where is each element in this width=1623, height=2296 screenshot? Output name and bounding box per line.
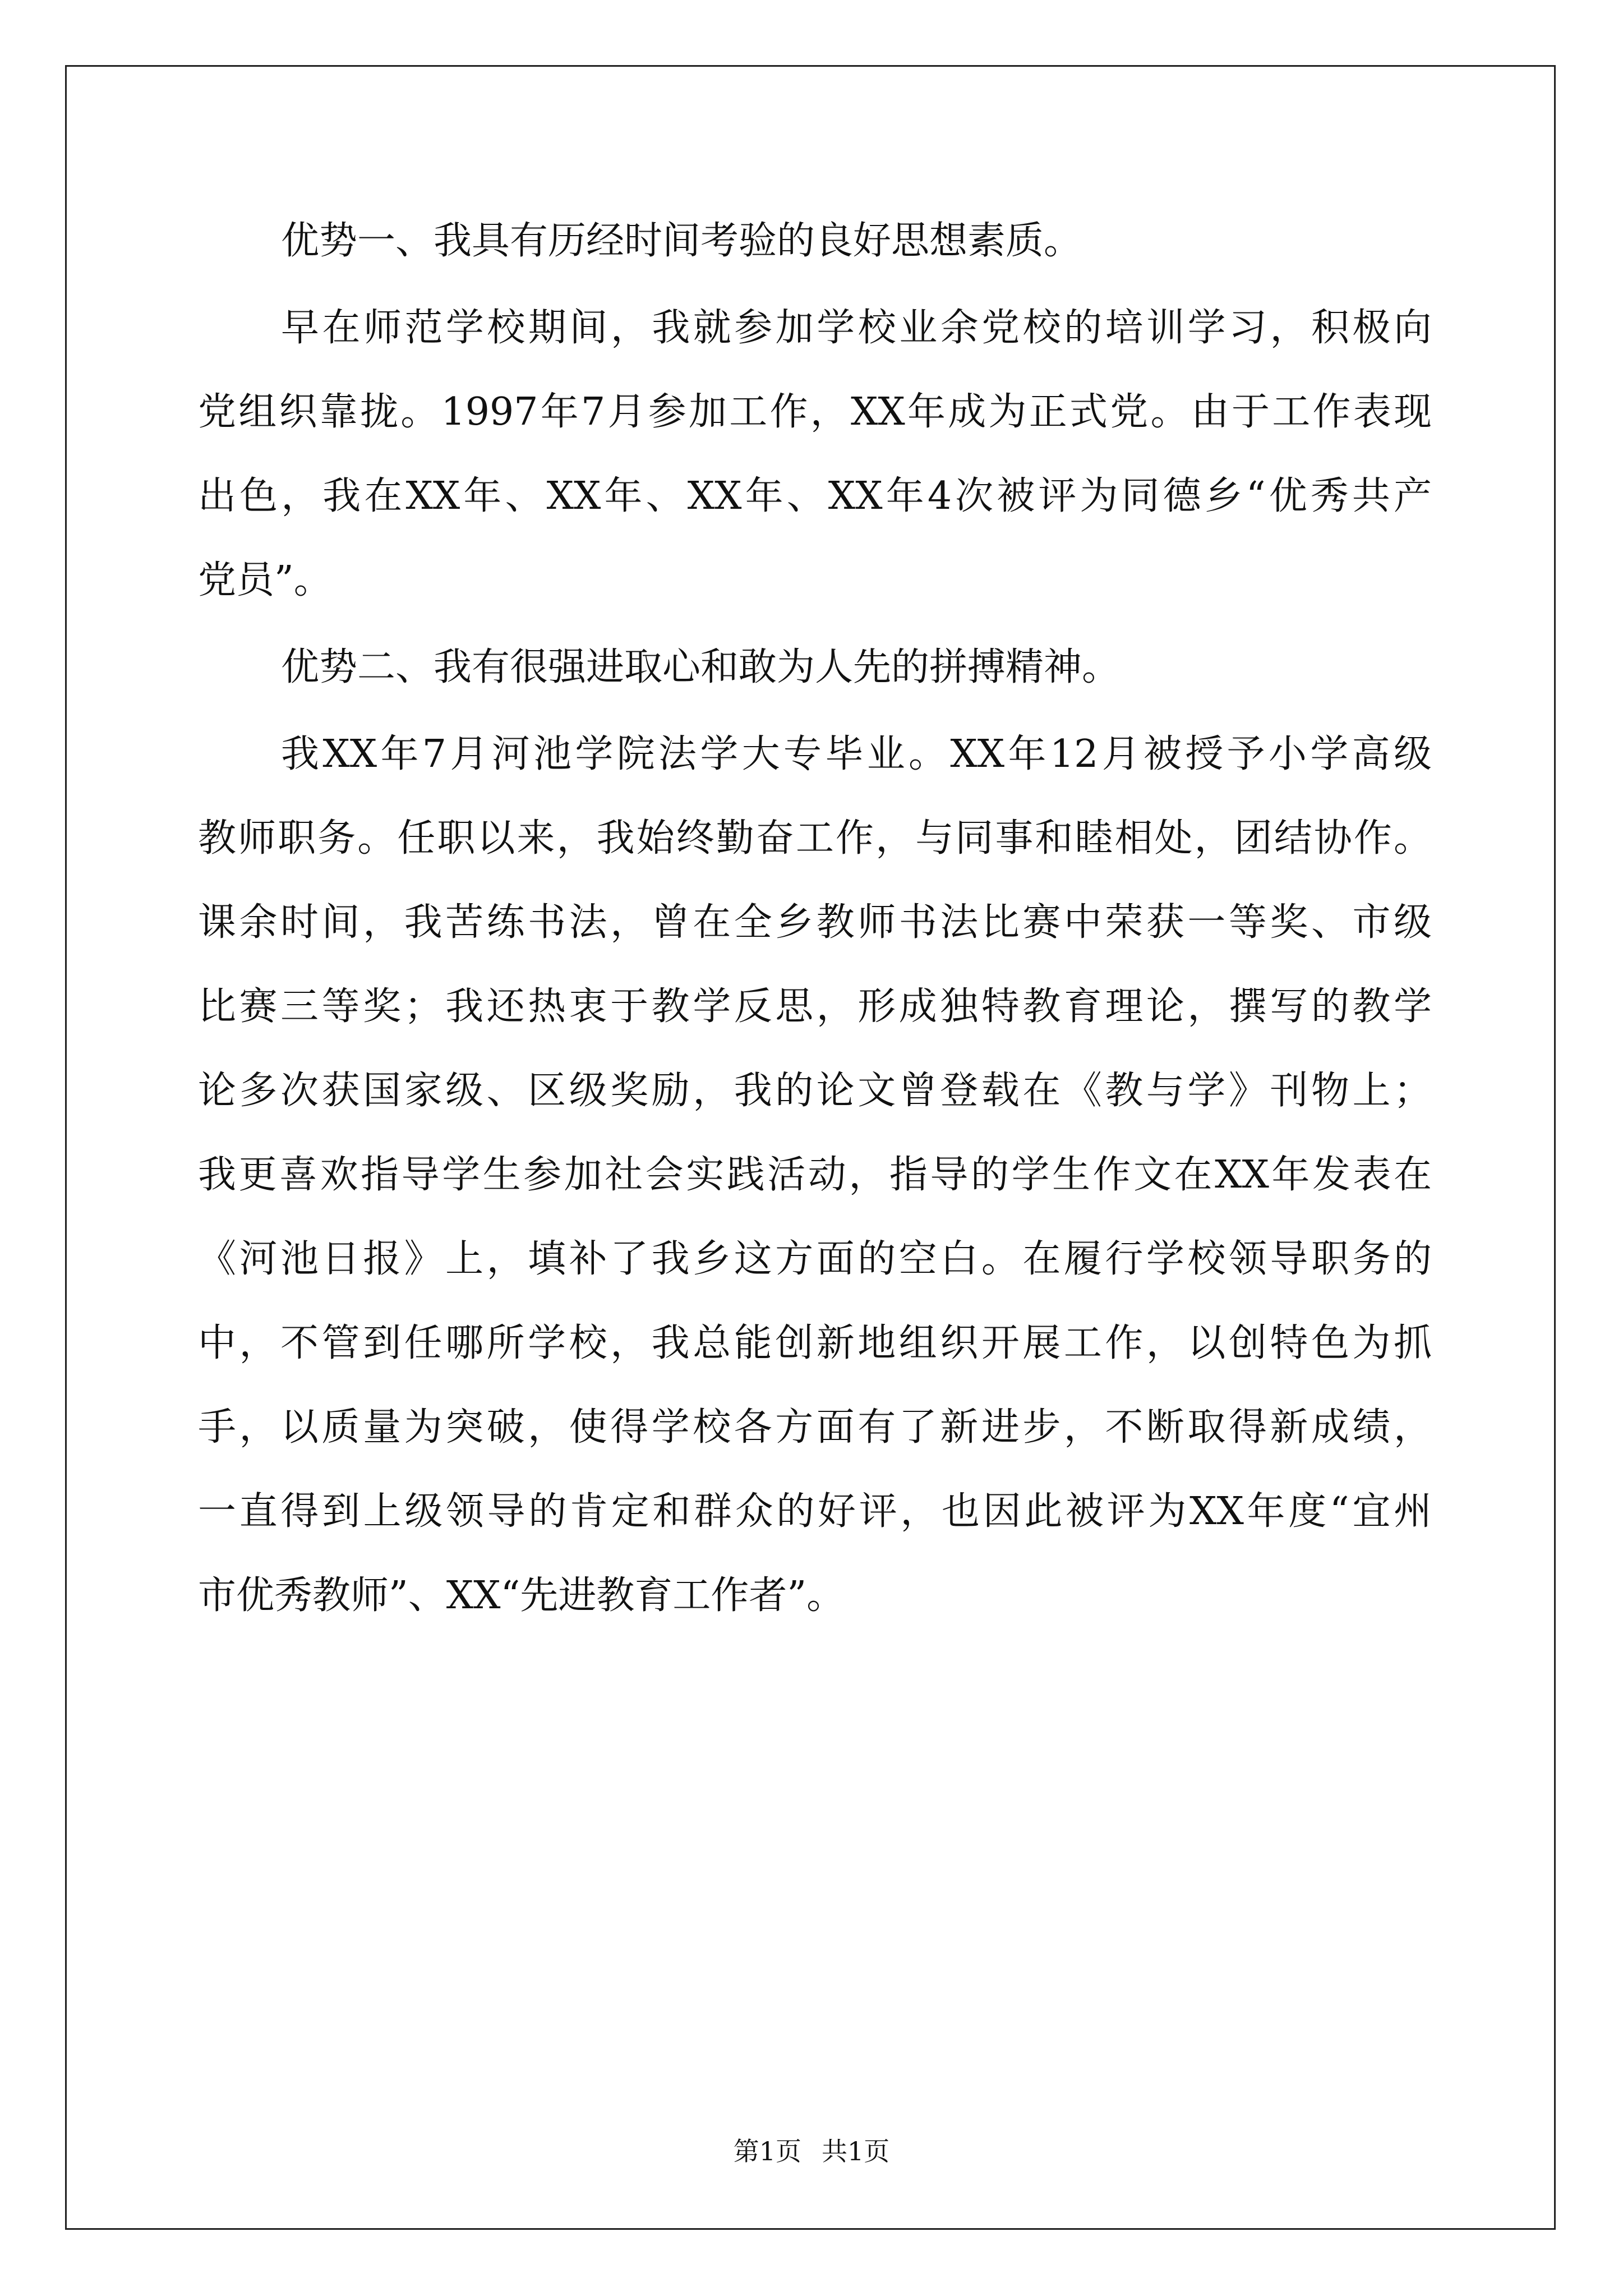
paragraph-line: 党组织靠拢。1997年7月参加工作，XX年成为正式党。由于工作表现 — [198, 390, 1432, 434]
paragraph-line: 我XX年7月河池学院法学大专毕业。XX年12月被授予小学高级 — [281, 732, 1432, 776]
paragraph-line: 早在师范学校期间，我就参加学校业余党校的培训学习，积极向 — [281, 306, 1432, 350]
paragraph-line: 出色，我在XX年、XX年、XX年、XX年4次被评为同德乡“优秀共产 — [198, 474, 1432, 518]
paragraph-line: 市优秀教师”、XX“先进教育工作者”。 — [198, 1573, 845, 1618]
paragraph-line: 手，以质量为突破，使得学校各方面有了新进步，不断取得新成绩， — [198, 1405, 1432, 1450]
paragraph-line: 教师职务。任职以来，我始终勤奋工作，与同事和睦相处，团结协作。 — [198, 816, 1432, 861]
paragraph-line: 《河池日报》上，填补了我乡这方面的空白。在履行学校领导职务的 — [198, 1237, 1432, 1281]
page-number-total: 共1页 — [822, 2136, 890, 2166]
page-footer — [0, 2134, 1623, 2168]
paragraph-heading-1: 优势一、我具有历经时间考验的良好思想素质。 — [281, 219, 1082, 263]
page-number-current: 第1页 — [733, 2136, 801, 2166]
paragraph-line: 课余时间，我苦练书法，曾在全乡教师书法比赛中荣获一等奖、市级 — [198, 900, 1432, 945]
paragraph-heading-2: 优势二、我有很强进取心和敢为人先的拼搏精神。 — [281, 645, 1121, 689]
paragraph-line: 中，不管到任哪所学校，我总能创新地组织开展工作，以创特色为抓 — [198, 1321, 1432, 1365]
paragraph-line: 党员”。 — [198, 558, 332, 602]
paragraph-line: 一直得到上级领导的肯定和群众的好评，也因此被评为XX年度“宜州 — [198, 1489, 1432, 1534]
paragraph-line: 比赛三等奖；我还热衷于教学反思，形成独特教育理论，撰写的教学 — [198, 984, 1432, 1029]
paragraph-line: 我更喜欢指导学生参加社会实践活动，指导的学生作文在XX年发表在 — [198, 1153, 1432, 1197]
paragraph-line: 论多次获国家级、区级奖励，我的论文曾登载在《教与学》刊物上； — [198, 1069, 1432, 1113]
